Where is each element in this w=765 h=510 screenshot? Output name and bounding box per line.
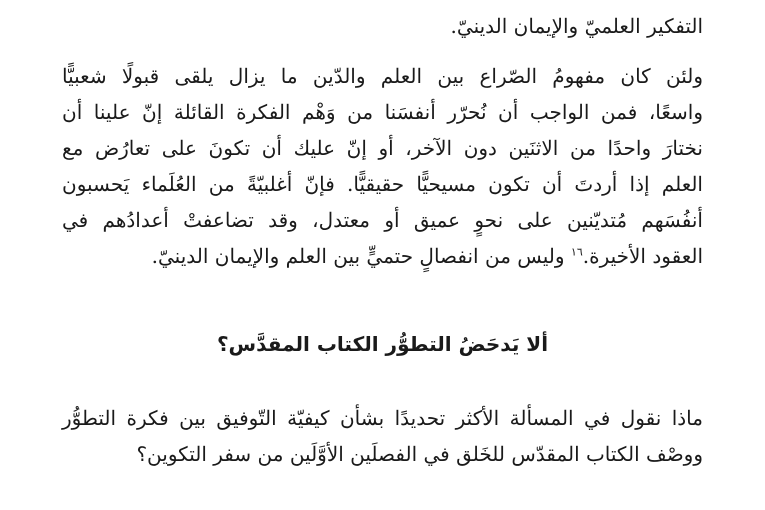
footnote-marker[interactable]: ١٦ bbox=[570, 245, 583, 259]
paragraph-2-line-2: واسعًا، فمن الواجب أن نُحرّر أنفسَنا من وَهْم الفكرة القائلة إنّ علينا أن bbox=[62, 100, 703, 124]
paragraph-2-line-1: ولئن كان مفهومُ الصّراع بين العلم والدّين ما يزال يلقى قبولًا شعبيًّا bbox=[62, 64, 703, 88]
paragraph-3-line-1: ماذا نقول في المسألة الأكثر تحديدًا بشأن كيفيّة التّوفيق بين فكرة التطوُّر bbox=[62, 406, 703, 430]
paragraph-1-line-1: التفكير العلميّ والإيمان الدينيّ. bbox=[450, 14, 703, 38]
paragraph-3-line-2: ووصْف الكتاب المقدّس للخَلق في الفصلَين الأوَّلَين من سفر التكوين؟ bbox=[136, 442, 703, 466]
paragraph-2-last-text: العقود الأخيرة. bbox=[582, 244, 703, 268]
paragraph-2-last-text-cont: وليس من انفصالٍ حتميٍّ بين العلم والإيمان الدينيّ. bbox=[151, 244, 571, 268]
paragraph-2-line-6 bbox=[62, 242, 703, 270]
paragraph-2-line-4: العلم إذا أردتَ أن تكون مسيحيًّا حقيقيًّا. فإنّ أغلبيّةً من العُلَماء يَحسبون bbox=[62, 172, 703, 196]
section-heading: ألا يَدحَضُ التطوُّر الكتاب المقدَّس؟ bbox=[216, 332, 549, 356]
paragraph-2-line-3: نختارَ واحدًا من الاثنَين دون الآخر، أو إنّ عليك أن تكونَ على تعارُض مع bbox=[62, 136, 703, 160]
paragraph-2-line-5: أنفُسَهم مُتديّنين على نحوٍ عميق أو معتدل، وقد تضاعفتْ أعدادُهم في bbox=[62, 208, 703, 232]
